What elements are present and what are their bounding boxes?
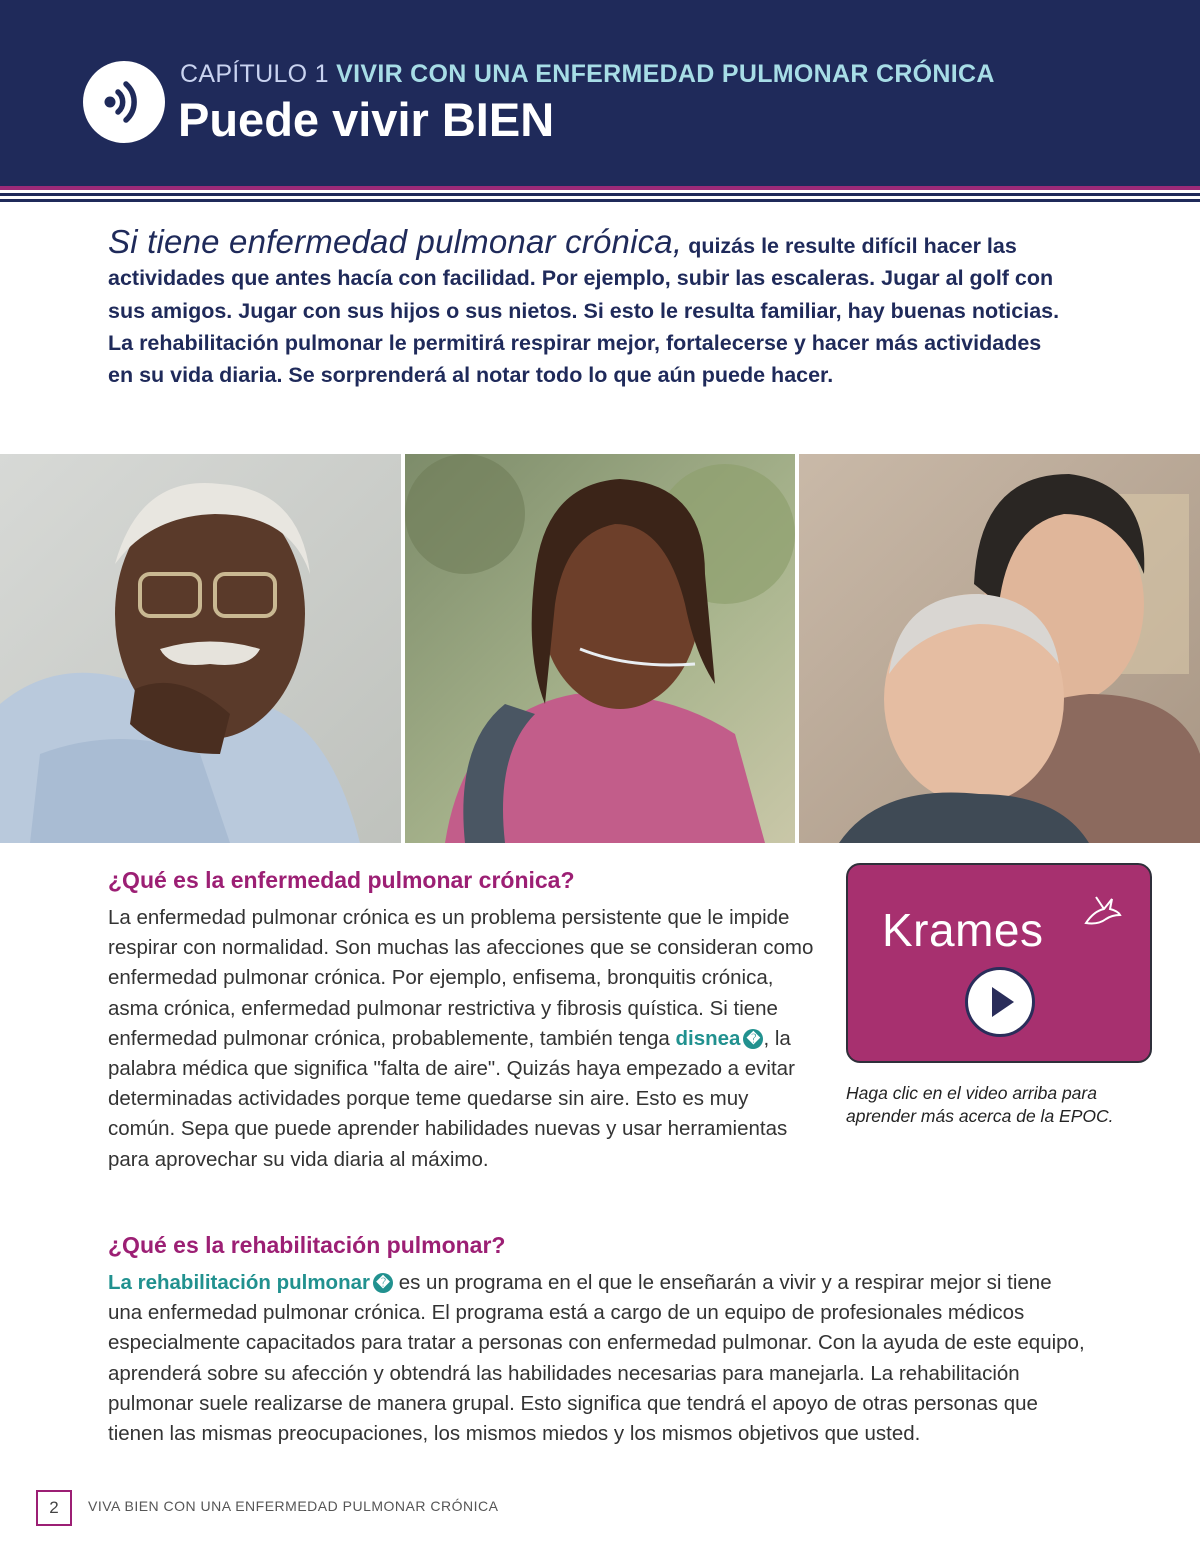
glossary-marker-icon[interactable]: �: [373, 1273, 393, 1293]
body-text: La enfermedad pulmonar crónica es un problema persistente que le impide respirar con normalidad. Son muchas las afecciones que se consideran como enfermedad pulmonar crónica. Por ejemplo, enfisema, bronquitis crónica, asma crónica, enfermedad pulmonar restrictiva y fibrosis quística. Si tiene enfermedad pulmonar crónica, probablemente, también tenga: [108, 906, 814, 1050]
photo-older-couple: [799, 454, 1200, 843]
photo-woman-with-oxygen: [405, 454, 795, 843]
page-number: 2: [36, 1490, 72, 1526]
header-divider-magenta: [0, 186, 1200, 190]
audio-button[interactable]: [83, 61, 165, 143]
glossary-link-disnea[interactable]: disnea: [675, 1026, 741, 1050]
photo-older-man: [0, 454, 401, 843]
section-body-chronic-disease: [108, 903, 820, 1175]
intro-paragraph: [108, 223, 1068, 391]
chapter-label: [180, 60, 995, 89]
intro-lead: Si tiene enfermedad pulmonar crónica,: [108, 223, 683, 260]
header-divider-navy-thin: [0, 199, 1200, 202]
body-text: es un programa en el que le enseñarán a vivir y a respirar mejor si tiene una enfermedad pulmonar crónica. El programa está a cargo de un equipo de profesionales médicos especialmente capacitados para tratar a personas con enfermedad pulmonar. Con la ayuda de este equipo, aprenderá sobre su afección y obtendrá las habilidades necesarias para manejarla. La rehabilitación pulmonar suele realizarse de manera grupal. Esto significa que tendrá el apoyo de otras personas que tienen las mismas preocupaciones, los mismos miedos y los mismos objetivos que usted.: [108, 1271, 1085, 1446]
page-title: Puede vivir BIEN: [178, 93, 555, 146]
section-body-pulmonary-rehab: [108, 1268, 1088, 1449]
hummingbird-icon: [1082, 893, 1122, 929]
video-player[interactable]: [846, 863, 1152, 1063]
play-icon: [968, 970, 1032, 1034]
video-brand-logo: Krames: [882, 904, 1044, 956]
video-caption: Haga clic en el video arriba para aprender más acerca de la EPOC.: [846, 1083, 1114, 1126]
glossary-marker-icon[interactable]: �: [743, 1029, 763, 1049]
footer-title: VIVA BIEN CON UNA ENFERMEDAD PULMONAR CRÓNICA: [88, 1498, 499, 1514]
section-heading-chronic-disease: ¿Qué es la enfermedad pulmonar crónica?: [108, 867, 575, 893]
header-divider-navy: [0, 193, 1200, 196]
chapter-name: VIVIR CON UNA ENFERMEDAD PULMONAR CRÓNICA: [336, 60, 995, 88]
section-heading-pulmonary-rehab: ¿Qué es la rehabilitación pulmonar?: [108, 1232, 506, 1258]
chapter-number: CAPÍTULO 1: [180, 60, 329, 88]
play-button[interactable]: [965, 967, 1035, 1037]
audio-icon: [83, 61, 165, 143]
glossary-link-rehabilitacion[interactable]: La rehabilitación pulmonar: [108, 1271, 370, 1294]
body-text: , la palabra médica que significa "falta de aire". Quizás haya empezado a evitar determinadas actividades porque teme quedarse sin aire. Esto es muy común. Sepa que puede aprender habilidades nuevas y usar herramientas para aprovechar su vida diaria al máximo.: [108, 1026, 795, 1171]
intro-text: quizás le resulte difícil hacer las actividades que antes hacía con facilidad. Por ejemplo, subir las escaleras. Jugar al golf con sus amigos. Jugar con sus hijos o sus nietos. Si esto le resulta familiar, hay buenas noticias. La rehabilitación pulmonar le permitirá respirar mejor, fortalecerse y hacer más actividades en su vida diaria. Se sorprenderá al notar todo lo que aún puede hacer.: [108, 234, 1060, 388]
